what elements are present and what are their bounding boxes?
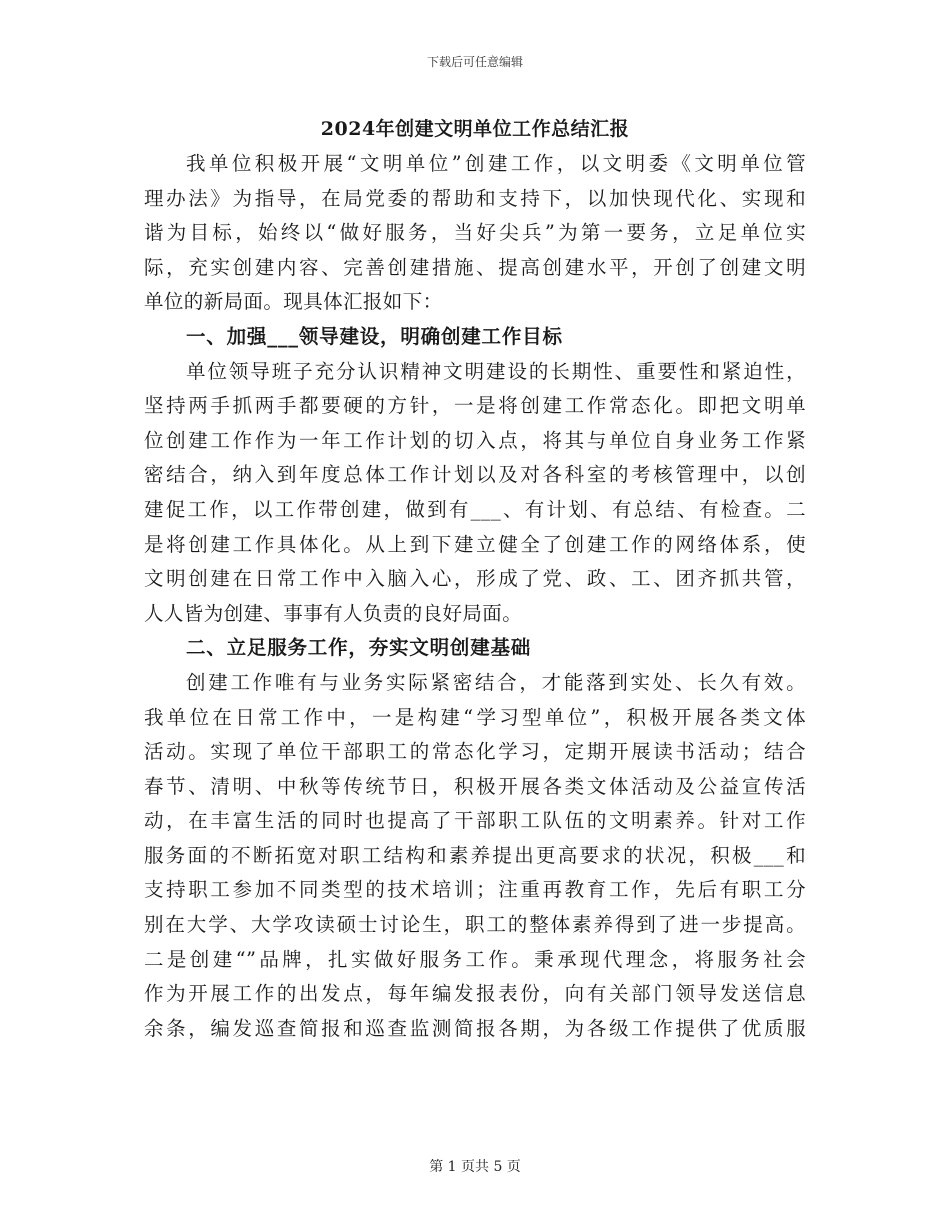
paragraph-line: 支持职工参加不同类型的技术培训；注重再教育工作，先后有职工分 — [144, 878, 806, 902]
paragraph-line: 单位领导班子充分认识精神文明建设的长期性、重要性和紧迫性， — [186, 359, 806, 383]
section-heading: 二、立足服务工作，夯实文明创建基础 — [186, 636, 532, 660]
paragraph-line: 理办法》为指导，在局党委的帮助和支持下，以加快现代化、实现和 — [144, 186, 806, 210]
paragraph-line: 二是创建“”品牌，扎实做好服务工作。秉承现代理念，将服务社会 — [144, 947, 806, 971]
paragraph-line: 创建工作唯有与业务实际紧密结合，才能落到实处、长久有效。 — [186, 670, 806, 694]
paragraph-line: 单位的新局面。现具体汇报如下： — [144, 290, 443, 314]
page-header-note: 下载后可任意编辑 — [426, 55, 523, 69]
paragraph-line: 作为开展工作的出发点，每年编发报表份，向有关部门领导发送信息 — [144, 982, 806, 1006]
paragraph-line: 余条，编发巡查简报和巡查监测简报各期，为各级工作提供了优质服 — [144, 1016, 806, 1040]
document-title: 2024年创建文明单位工作总结汇报 — [320, 118, 630, 140]
page-number: 第 1 页共 5 页 — [429, 1159, 521, 1175]
paragraph-line: 密结合，纳入到年度总体工作计划以及对各科室的考核管理中，以创 — [144, 463, 806, 487]
paragraph-line: 我单位在日常工作中，一是构建“学习型单位”，积极开展各类文体 — [144, 705, 806, 729]
paragraph-line: 际，充实创建内容、完善创建措施、提高创建水平，开创了创建文明 — [144, 255, 806, 279]
paragraph-line: 坚持两手抓两手都要硬的方针，一是将创建工作常态化。即把文明单 — [144, 394, 806, 418]
paragraph-line: 我单位积极开展“文明单位”创建工作，以文明委《文明单位管 — [186, 152, 806, 175]
paragraph-line: 活动。实现了单位干部职工的常态化学习，定期开展读书活动；结合 — [144, 740, 806, 764]
section-heading: 一、加强___领导建设，明确创建工作目标 — [186, 324, 563, 348]
paragraph-line: 服务面的不断拓宽对职工结构和素养提出更高要求的状况，积极___和 — [144, 843, 806, 867]
paragraph-line: 谐为目标，始终以“做好服务，当好尖兵”为第一要务，立足单位实 — [144, 221, 806, 245]
paragraph-line: 春节、清明、中秋等传统节日，积极开展各类文体活动及公益宣传活 — [144, 774, 806, 798]
paragraph-line: 建促工作，以工作带创建，做到有___、有计划、有总结、有检查。二 — [144, 497, 806, 521]
paragraph-line: 是将创建工作具体化。从上到下建立健全了创建工作的网络体系，使 — [144, 532, 806, 556]
document-body — [144, 147, 806, 1046]
paragraph-line: 位创建工作作为一年工作计划的切入点，将其与单位自身业务工作紧 — [144, 428, 806, 452]
paragraph-line: 文明创建在日常工作中入脑入心，形成了党、政、工、团齐抓共管， — [144, 567, 806, 591]
paragraph-line: 动，在丰富生活的同时也提高了干部职工队伍的文明素养。针对工作 — [144, 809, 806, 833]
paragraph-line: 别在大学、大学攻读硕士讨论生，职工的整体素养得到了进一步提高。 — [144, 913, 806, 937]
paragraph-line: 人人皆为创建、事事有人负责的良好局面。 — [144, 601, 523, 625]
